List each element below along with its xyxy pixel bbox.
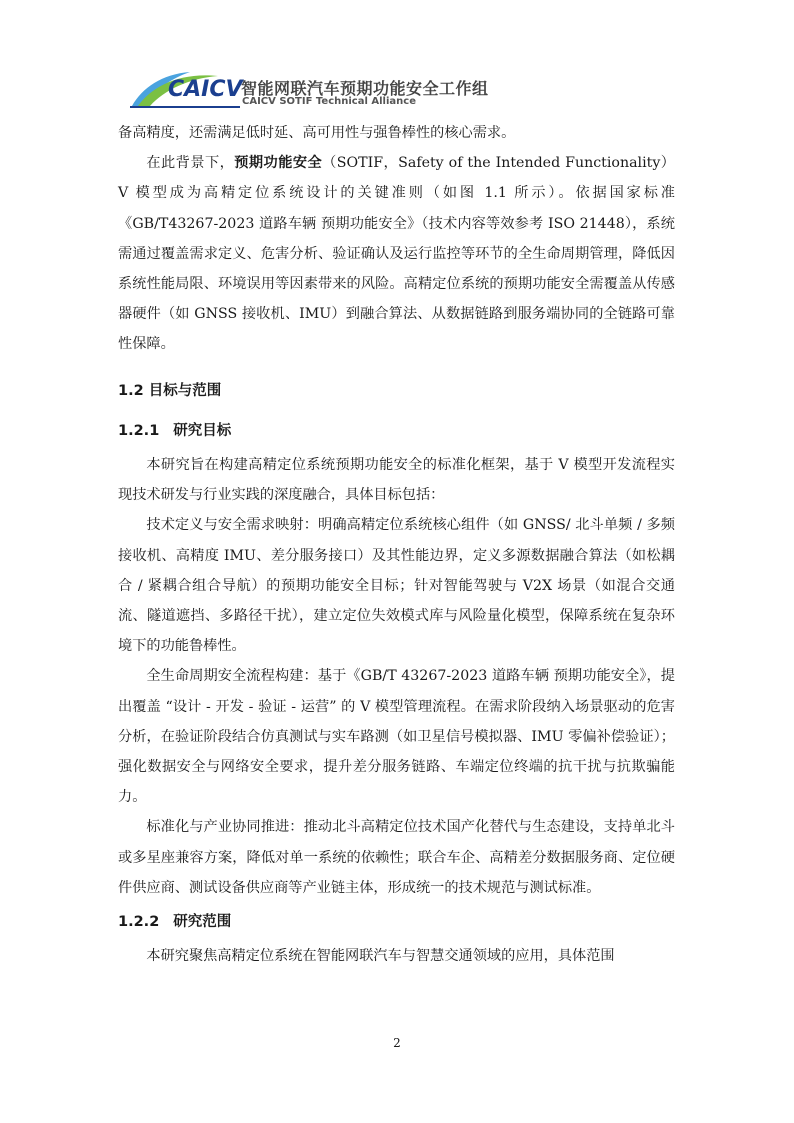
paragraph-standardization: 标准化与产业协同推进：推动北斗高精定位技术国产化替代与生态建设，支持单北斗或多星座兼容方案，降低对单一系统的依赖性；联合车企、高精差分数据服务商、定位硬件供应商、测试设备供应商等产业链主体，形成统一的技术规范与测试标准。 [118,819,675,896]
subsection-heading-1-2-1 [118,412,675,450]
paragraph-research-goal: 本研究旨在构建高精定位系统预期功能安全的标准化框架，基于 V 模型开发流程实现技术研发与行业实践的深度融合，具体目标包括： [118,457,675,504]
paragraph-text: 在此背景下， [146,155,235,172]
section-number: 1.2.1 [118,422,160,439]
paragraph-continued: 备高精度，还需满足低时延、高可用性与强鲁棒性的核心需求。 [118,125,516,141]
page-number: 2 [393,1036,401,1050]
section-number: 1.2.2 [118,914,160,931]
logo-text: CAICV [168,77,243,102]
header-title-en: CAICV SOTIF Technical Alliance [242,96,416,107]
section-heading-1-2: 1.2 目标与范围 [118,382,222,399]
paragraph-lifecycle: 全生命周期安全流程构建：基于《GB/T 43267-2023 道路车辆 预期功能安全》，提出覆盖 “设计 - 开发 - 验证 - 运营” 的 V 模型管理流程。在需求阶段纳入场景驱动的危害分析，在验证阶段结合仿真测试与实车路测（如卫星信号模拟器、IMU 零偏补偿验证）；强化数据安全与网络安全要求，提升差分服务链路、车端定位终端的抗干扰与抗欺骗能力。 [118,668,675,806]
section-title: 研究范围 [173,914,232,931]
subsection-heading-1-2-2 [118,903,675,941]
section-title: 研究目标 [173,422,232,439]
paragraph-research-scope: 本研究聚焦高精定位系统在智能网联汽车与智慧交通领域的应用，具体范围 [146,948,615,965]
paragraph-text: （SOTIF，Safety of the Intended Functionality）V 模型成为高精定位系统设计的关键准则（如图 1.1 所示）。依据国家标准《GB/T43267-2023 道路车辆 预期功能安全》（技术内容等效参考 ISO 21448），系统需通过覆盖需求定义、危害分析、验证确认及运行监控等环节的全生命周期管理，降低因系统性能局限、环境误用等因素带来的风险。高精定位系统的预期功能安全需覆盖从传感器硬件（如 GNSS 接收机、IMU）到融合算法、从数据链路到服务端协同的全链路可靠性保障。 [118,155,675,353]
paragraph-tech-definition: 技术定义与安全需求映射：明确高精定位系统核心组件（如 GNSS/ 北斗单频 / 多频接收机、高精度 IMU、差分服务接口）及其性能边界，定义多源数据融合算法（如松耦合 / 紧耦合组合导航）的预期功能安全目标；针对智能驾驶与 V2X 场景（如混合交通流、隧道遮挡、多路径干扰），建立定位失效模式库与风险量化模型，保障系统在复杂环境下的功能鲁棒性。 [118,517,675,655]
header-title-cn: 智能网联汽车预期功能安全工作组 [241,79,489,98]
document-body [118,118,675,971]
bold-term: 预期功能安全 [234,155,323,172]
page-header [128,66,598,110]
paragraph-sotif-background [118,148,675,359]
